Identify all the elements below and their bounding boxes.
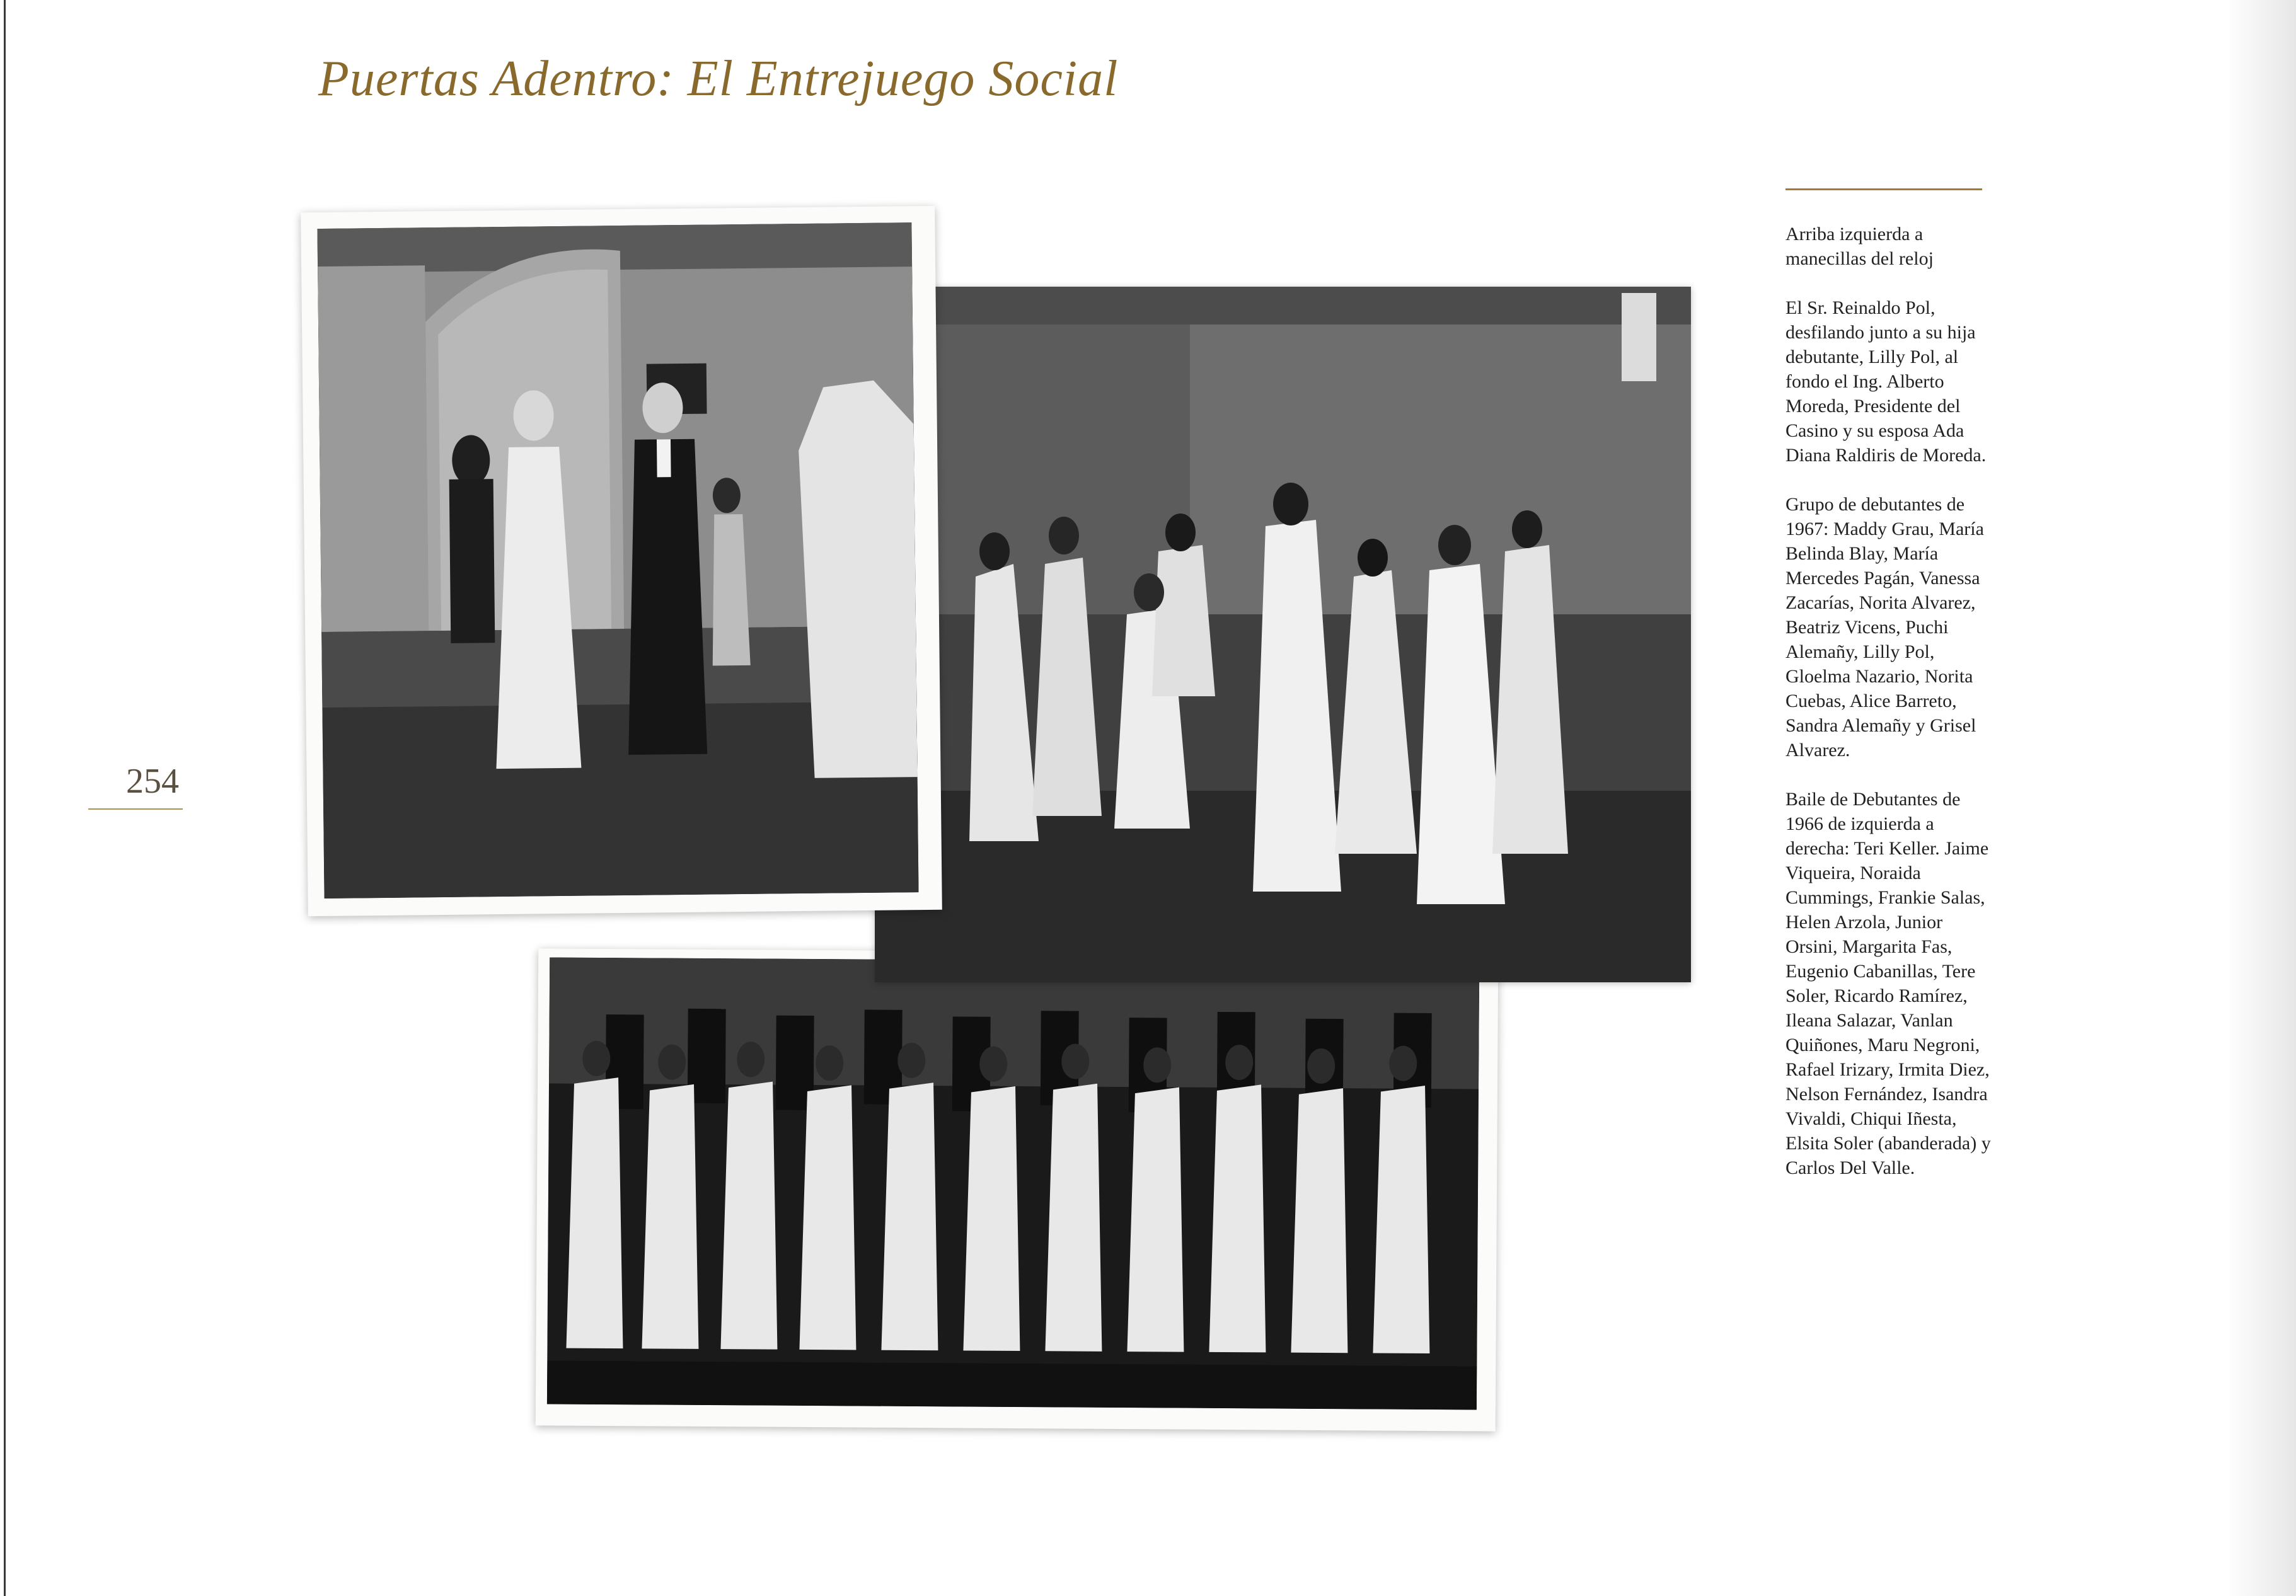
gutter-shadow [2227, 0, 2296, 1596]
photo-frame-father-daughter [301, 206, 942, 916]
caption-photo-father-daughter: El Sr. Reinaldo Pol, desfilando junto a su hija debutante, Lilly Pol, al fondo el Ing. Alberto Moreda, Presidente del Casino y su esposa Ada Diana Raldiris de Moreda. [1785, 297, 1987, 466]
caption-intro: Arriba izquierda a manecillas del reloj [1785, 224, 1934, 269]
caption-rule [1785, 188, 1982, 190]
photo-debutantes-1966 [547, 957, 1479, 1409]
caption-photo-debutantes-1967: Grupo de debutantes de 1967: Maddy Grau, María Belinda Blay, María Mercedes Pagán, Vanessa Zacarías, Norita Alvarez, Beatriz Vicens, Puchi Alemañy, Lilly Pol, Gloelma Nazario, Norita Cuebas, Alice Barreto, Sandra Alemañy y Grisel Alvarez. [1785, 494, 1984, 761]
photo-father-daughter [317, 222, 918, 898]
page-number-rule [88, 808, 183, 810]
page-number: 254 [126, 762, 179, 801]
caption-photo-debutantes-1966: Baile de Debutantes de 1966 de izquierda a derecha: Teri Keller. Jaime Viqueira, Noraida Cummings, Frankie Salas, Helen Arzola, Junior Orsini, Margarita Fas, Eugenio Cabanillas, Tere Soler, Ricardo Ramírez, Ileana Salazar, Vanlan Quiñones, Maru Negroni, Rafael Irizary, Irmita Diez, Nelson Fernández, Isandra Vivaldi, Chiqui Iñesta, Elsita Soler (abanderada) y Carlos Del Valle. [1785, 789, 1991, 1178]
photo-debutantes-1967 [875, 287, 1691, 982]
photo-frame-debutantes-1966 [536, 948, 1499, 1431]
page-edge-line [4, 0, 6, 1596]
caption-column [1785, 222, 1993, 1205]
running-head: Puertas Adentro: El Entrejuego Social [318, 51, 1119, 106]
